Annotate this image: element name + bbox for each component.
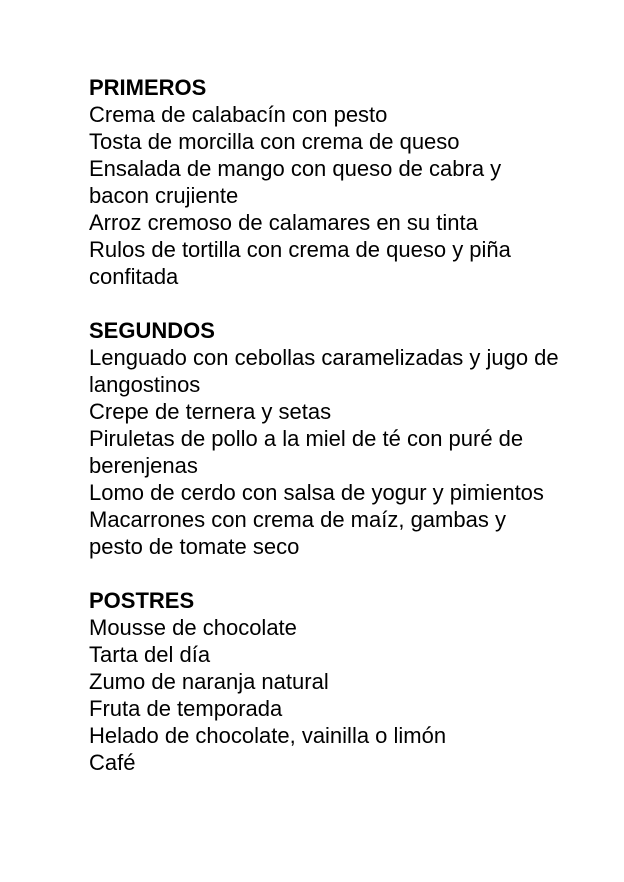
menu-item: Fruta de temporada <box>89 696 283 721</box>
menu-item: Lenguado con cebollas caramelizadas y jugo de langostinos <box>89 345 559 397</box>
menu-item: Mousse de chocolate <box>89 615 297 640</box>
section-title: PRIMEROS <box>89 75 207 100</box>
menu-item: Crepe de ternera y setas <box>89 399 332 424</box>
section-postres <box>89 587 559 776</box>
menu-item: Tosta de morcilla con crema de queso <box>89 129 460 154</box>
section-primeros <box>89 74 559 290</box>
menu-item: Arroz cremoso de calamares en su tinta <box>89 210 478 235</box>
menu-item: Crema de calabacín con pesto <box>89 102 388 127</box>
section-title: POSTRES <box>89 588 195 613</box>
section-title: SEGUNDOS <box>89 318 215 343</box>
menu-item: Ensalada de mango con queso de cabra y bacon crujiente <box>89 156 502 208</box>
menu-item: Zumo de naranja natural <box>89 669 329 694</box>
menu-item: Macarrones con crema de maíz, gambas y pesto de tomate seco <box>89 507 506 559</box>
menu-item: Piruletas de pollo a la miel de té con puré de berenjenas <box>89 426 524 478</box>
menu-item: Rulos de tortilla con crema de queso y piña confitada <box>89 237 511 289</box>
menu-item: Tarta del día <box>89 642 211 667</box>
menu-item: Helado de chocolate, vainilla o limón <box>89 723 447 748</box>
menu-item: Lomo de cerdo con salsa de yogur y pimientos <box>89 480 544 505</box>
section-segundos <box>89 317 559 560</box>
menu-document <box>89 74 559 803</box>
menu-item: Café <box>89 750 136 775</box>
